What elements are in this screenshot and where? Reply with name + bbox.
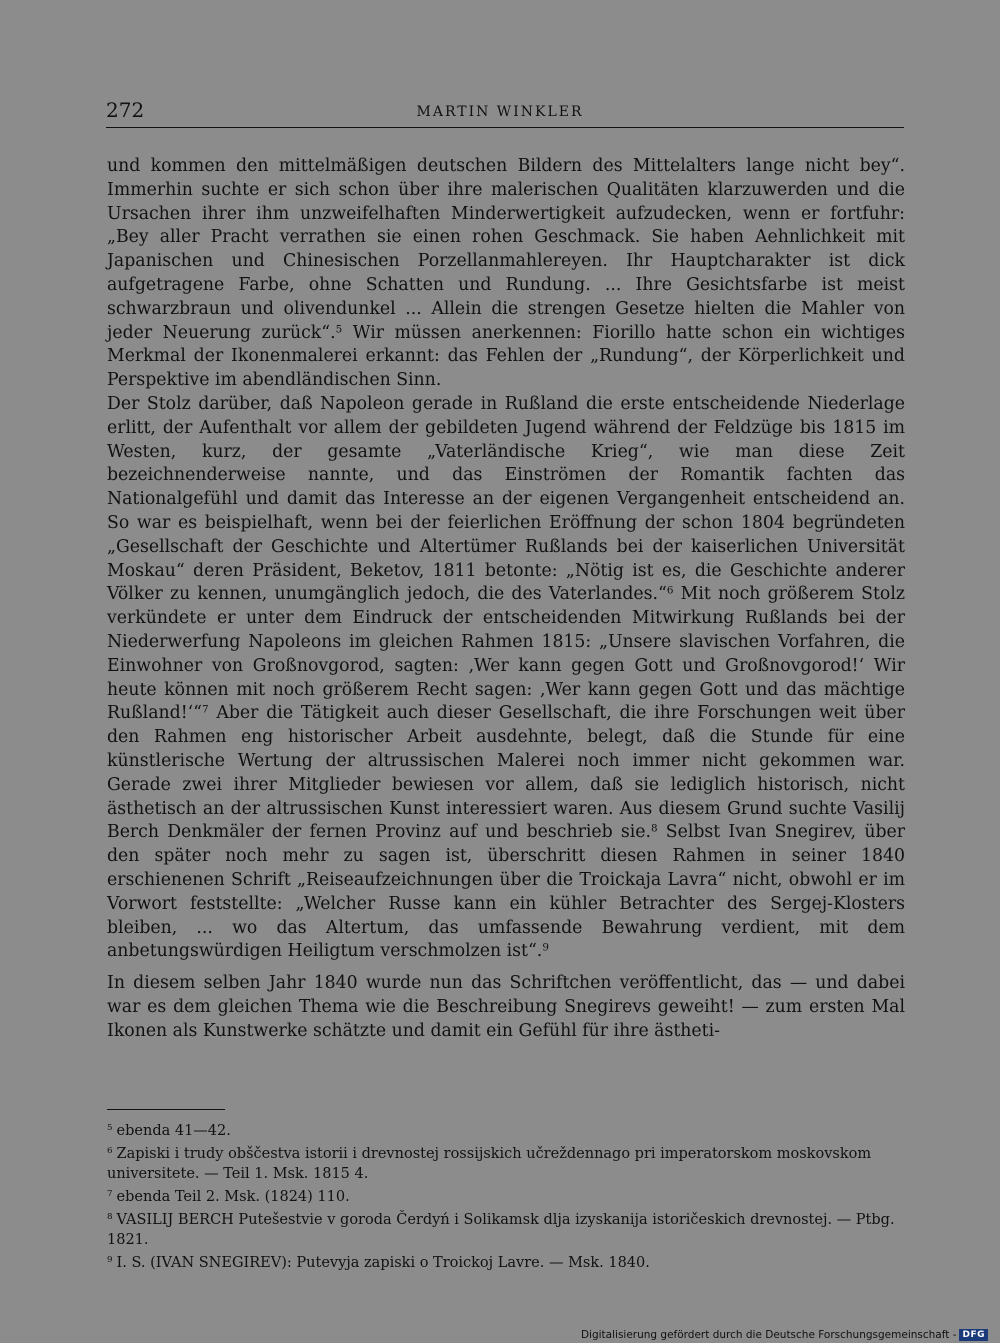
paragraph-2 (107, 393, 905, 964)
footnote-text: Zapiski i trudy obščestva istorii i drevnostej rossijskich učreždennago pri imperatorskom moskovskom universitete. — Teil 1. Msk. 1815 4. (107, 1146, 872, 1182)
footnote-ref-9[interactable]: 9 (542, 941, 549, 954)
paragraph-2-cont-c: Selbst Ivan Snegirev, über den später noch mehr zu sagen ist, überschritt diesen Rahmen in seiner 1840 erschienenen Schrift „Reiseaufzeichnungen über die Troickaja Lavra“ nicht, obwohl er im Vorwort feststellte: „Welcher Russe kann ein kühler Betrachter des Sergej-Klosters bleiben, ... wo das Altertum, das umfassende Bewahrung verdient, mit dem anbetungswürdigen Heiligtum verschmolzen ist“. (107, 822, 905, 962)
paragraph-1-cont: Wir müssen anerkennen: Fiorillo hatte schon ein wichtiges Merkmal der Ikonenmalerei erkannt: das Fehlen der „Rundung“, der Körperlichkeit und Perspektive im abendländischen Sinn. (107, 322, 905, 391)
footnote-8 (107, 1210, 905, 1250)
header-rule (106, 127, 904, 128)
footnote-text: ebenda 41—42. (116, 1123, 231, 1139)
footnote-ref-5[interactable]: 5 (335, 322, 343, 335)
page-number: 272 (106, 98, 145, 122)
footnotes (107, 1121, 905, 1276)
footnote-6 (107, 1144, 905, 1184)
footnote-rule (107, 1109, 225, 1110)
footnote-text: I. S. (IVAN SNEGIREV): Putevyja zapiski o Troickoj Lavre. — Msk. 1840. (116, 1255, 650, 1271)
footnote-7 (107, 1187, 905, 1207)
footnote-ref-8[interactable]: 8 (650, 822, 658, 835)
footnote-text: VASILIJ BERCH Putešestvie v goroda Čerdyń i Solikamsk dlja izyskanija istoričeskich drevnostej. — Ptbg. 1821. (107, 1212, 895, 1248)
paragraph-3-text: In diesem selben Jahr 1840 wurde nun das Schriftchen veröffentlicht, das — und dabei war es dem gleichen Thema wie die Beschreibung Snegirevs geweiht! — zum ersten Mal Ikonen als Kunstwerke schätzte und damit ein Gefühl für ihre ästheti- (107, 973, 905, 1041)
footnote-mark: 6 (107, 1146, 113, 1157)
footnote-5 (107, 1121, 905, 1141)
footnote-text: ebenda Teil 2. Msk. (1824) 110. (116, 1189, 350, 1205)
paragraph-3 (107, 972, 905, 1043)
footnote-ref-6[interactable]: 6 (666, 584, 674, 597)
paragraph-2-cont-b: Aber die Tätigkeit auch dieser Gesellschaft, die ihre Forschungen weit über den Rahmen eng historischer Arbeit ausdehnte, belegt, daß die Stunde für eine künstlerische Wertung der altrussischen Malerei noch immer nicht gekommen war. Gerade zwei ihrer Mitglieder bewiesen vor allem, daß sie lediglich historisch, nicht ästhetisch an der altrussischen Kunst interessiert waren. Aus diesem Grund suchte Vasilij Berch Denkmäler der fernen Provinz auf und beschrieb sie. (107, 703, 905, 843)
digitization-credit (581, 1329, 988, 1341)
footnote-9 (107, 1253, 905, 1273)
dfg-logo-icon[interactable]: DFG (959, 1329, 988, 1341)
footnote-mark: 5 (107, 1123, 113, 1134)
footnote-mark: 8 (107, 1212, 113, 1223)
footnote-ref-7[interactable]: 7 (201, 703, 209, 716)
paragraph-2-text: Der Stolz darüber, daß Napoleon gerade in Rußland die erste entscheidende Niederlage erlitt, der Aufenthalt vor allem der gebildeten Jugend während der Feldzüge bis 1815 im Westen, kurz, der gesamte „Vaterländische Krieg“, wie man diese Zeit bezeichnenderweise nannte, und das Einströmen der Romantik fachten das Nationalgefühl und damit das Interesse an der eigenen Vergangenheit entscheidend an. So war es beispielhaft, wenn bei der feierlichen Eröffnung der schon 1804 begründeten „Gesellschaft der Geschichte und Altertümer Rußlands bei der kaiserlichen Universität Moskau“ deren Präsident, Beketov, 1811 betonte: „Nötig ist es, die Geschichte anderer Völker zu kennen, unumgänglich jedoch, die des Vaterlandes.“ (107, 393, 905, 605)
footnote-mark: 9 (107, 1255, 113, 1266)
paragraph-2-cont-a: Mit noch größerem Stolz verkündete er unter dem Eindruck der entscheidenden Mitwirkung Rußlands bei der Niederwerfung Napoleons im gleichen Rahmen 1815: „Unsere slavischen Vorfahren, die Einwohner von Großnovgorod, sagten: ‚Wer kann gegen Gott und Großnovgorod!‘ Wir heute können mit noch größerem Recht sagen: ‚Wer kann gegen Gott und das mächtige Rußland!‘“ (107, 584, 905, 724)
running-head: MARTIN WINKLER (416, 104, 584, 120)
footnote-mark: 7 (107, 1189, 113, 1200)
body-text (107, 155, 905, 1043)
paragraph-1 (107, 155, 905, 393)
paragraph-1-text: und kommen den mittelmäßigen deutschen Bildern des Mittelalters lange nicht bey“. Immerhin suchte er sich schon über ihre malerischen Qualitäten klarzuwerden und die Ursachen ihrer ihm unzweifelhaften Minderwertigkeit aufzudecken, wenn er fortfuhr: „Bey aller Pracht verrathen sie einen rohen Geschmack. Sie haben Aehnlichkeit mit Japanischen und Chinesischen Porzellanmahlereyen. Ihr Hauptcharakter ist dick aufgetragene Farbe, ohne Schatten und Rundung. ... Ihre Gesichtsfarbe ist meist schwarzbraun und olivendunkel ... Allein die strengen Gesetze hielten die Mahler von jeder Neuerung zurück“. (107, 156, 905, 343)
credit-text: Digitalisierung gefördert durch die Deutsche Forschungsgemeinschaft - (580, 1329, 957, 1341)
